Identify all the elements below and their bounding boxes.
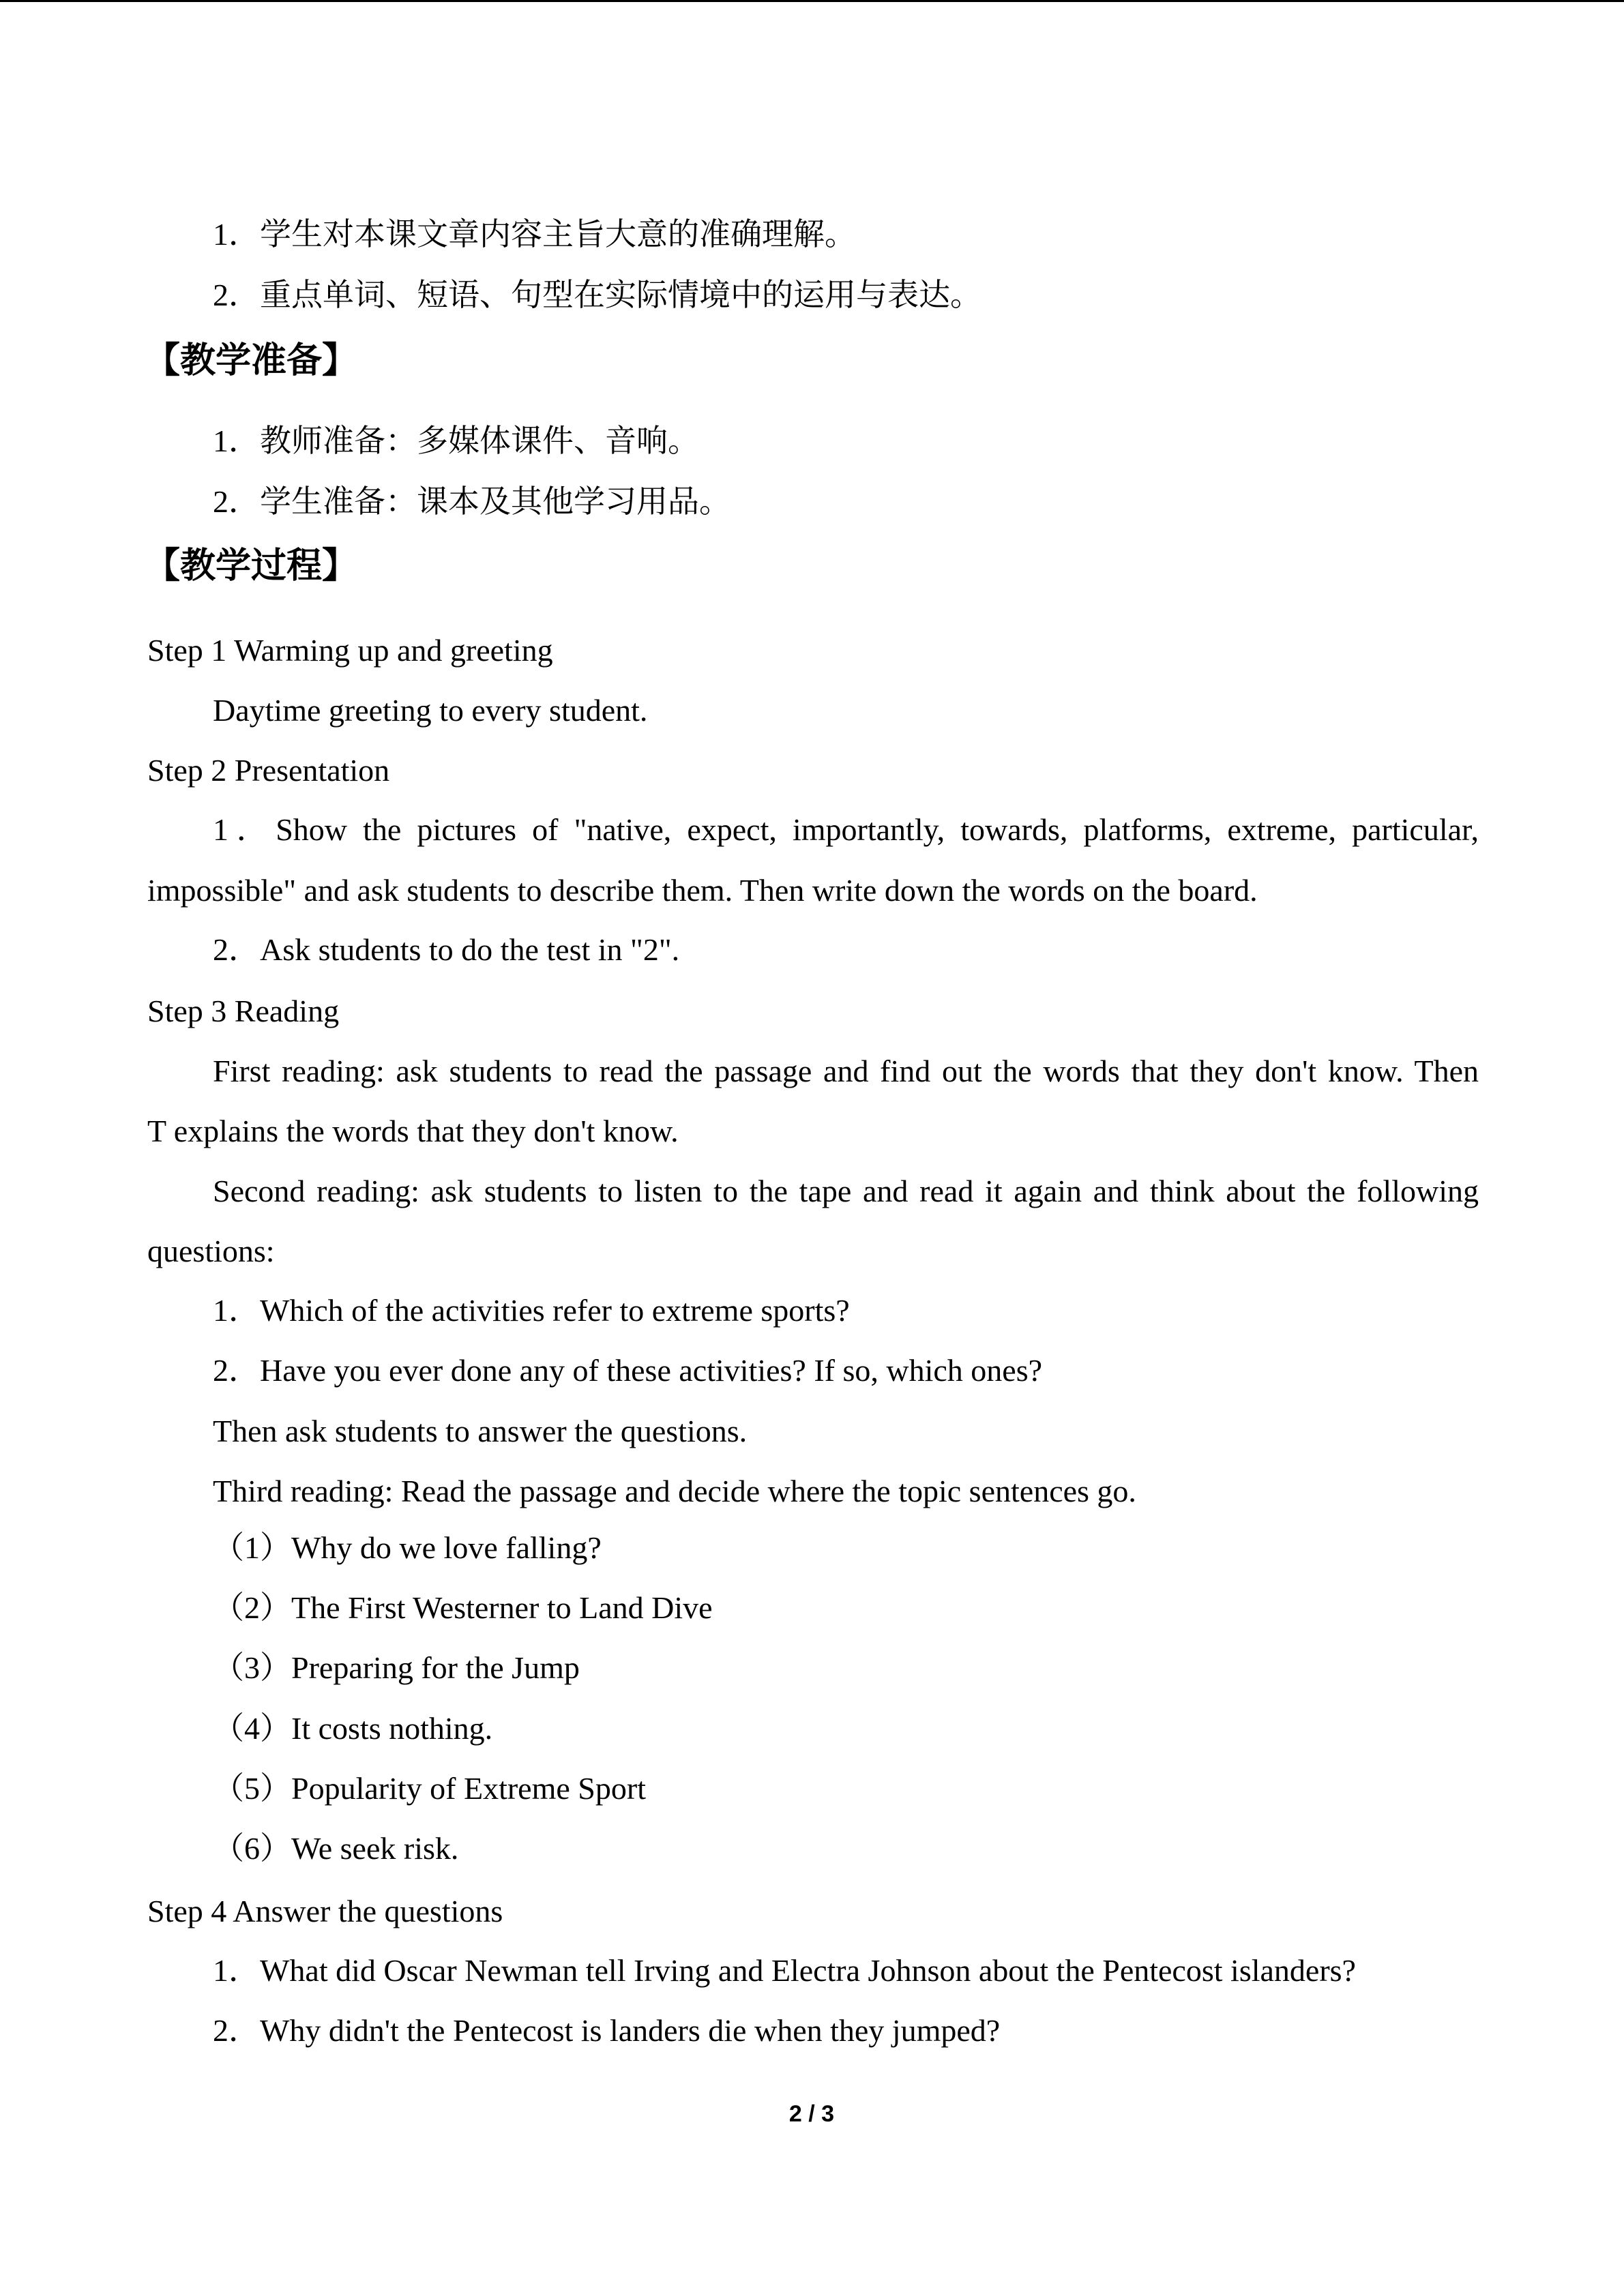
- step3-first-reading-line2: T explains the words that they don't know.: [147, 1114, 679, 1148]
- topic-item-3: （3）Preparing for the Jump: [213, 1650, 580, 1685]
- process-heading: 【教学过程】: [145, 546, 358, 586]
- step2-item2: 2．Ask students to do the test in "2".: [213, 932, 680, 967]
- step2-item1-line1: 1．Show the pictures of "native, expect, importantly, towards, platforms, extreme, particular,: [213, 812, 1479, 847]
- topic-item-4: （4）It costs nothing.: [213, 1711, 493, 1746]
- page-number: 2 / 3: [788, 2101, 835, 2127]
- step3-title: Step 3 Reading: [147, 994, 340, 1028]
- step2-item1-line2: impossible" and ask students to describe them. Then write down the words on the board.: [147, 873, 1258, 908]
- topic-item-6: （6）We seek risk.: [213, 1831, 459, 1866]
- preparation-item-2: 2．学生准备：课本及其他学习用品。: [213, 484, 730, 519]
- top-border-line: [0, 0, 1624, 2]
- topic-item-5: （5）Popularity of Extreme Sport: [213, 1771, 646, 1806]
- step3-second-reading-line1: Second reading: ask students to listen to the tape and read it again and think about the following: [213, 1174, 1479, 1208]
- difficulty-item-1: 1．学生对本课文章内容主旨大意的准确理解。: [213, 217, 856, 252]
- difficulty-item-2: 2．重点单词、短语、句型在实际情境中的运用与表达。: [213, 278, 981, 312]
- step3-question-2: 2．Have you ever done any of these activities? If so, which ones?: [213, 1353, 1043, 1388]
- step3-second-reading-line2: questions:: [147, 1234, 275, 1268]
- step3-third-reading: Third reading: Read the passage and decide where the topic sentences go.: [213, 1474, 1136, 1508]
- step1-line: Daytime greeting to every student.: [213, 693, 648, 728]
- preparation-heading: 【教学准备】: [145, 340, 358, 381]
- step4-question-2: 2．Why didn't the Pentecost is landers die when they jumped?: [213, 2013, 1001, 2048]
- step2-title: Step 2 Presentation: [147, 753, 390, 788]
- step3-then-line: Then ask students to answer the questions.: [213, 1414, 748, 1448]
- topic-item-1: （1）Why do we love falling?: [213, 1530, 602, 1565]
- step3-first-reading-line1: First reading: ask students to read the passage and find out the words that they don't know. Then: [213, 1054, 1479, 1088]
- step3-question-1: 1．Which of the activities refer to extreme sports?: [213, 1293, 850, 1328]
- preparation-item-1: 1．教师准备：多媒体课件、音响。: [213, 423, 699, 458]
- step4-title: Step 4 Answer the questions: [147, 1894, 503, 1928]
- step4-question-1: 1．What did Oscar Newman tell Irving and Electra Johnson about the Pentecost islanders?: [213, 1953, 1356, 1988]
- topic-item-2: （2）The First Westerner to Land Dive: [213, 1590, 713, 1625]
- step1-title: Step 1 Warming up and greeting: [147, 633, 553, 668]
